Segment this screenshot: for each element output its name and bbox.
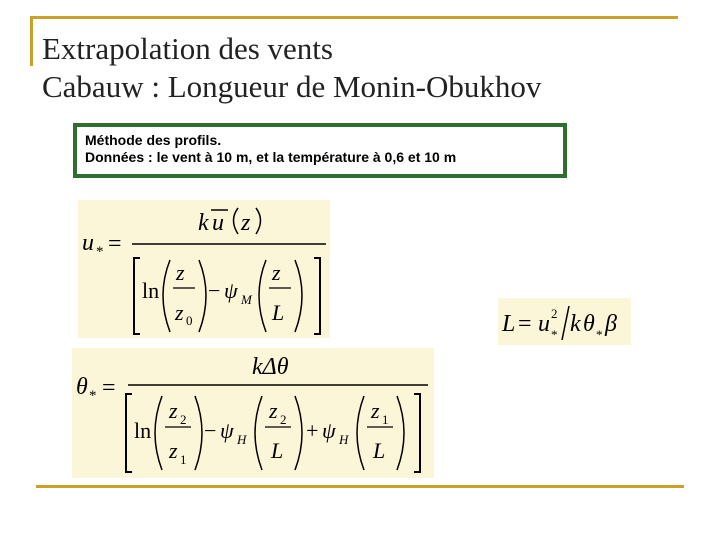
slide-title bbox=[42, 30, 541, 106]
open-paren-b bbox=[255, 396, 262, 470]
psi-h-1-sub: H bbox=[237, 432, 247, 447]
psi-m: ψ bbox=[224, 278, 238, 303]
u-sup: 2 bbox=[551, 306, 558, 321]
z1-over-L-num: z bbox=[371, 398, 380, 423]
minus-sign-2: − bbox=[204, 418, 217, 443]
psi-h-2-sub: H bbox=[339, 432, 349, 447]
open-paren-2 bbox=[259, 260, 266, 332]
minus-sign: − bbox=[208, 278, 221, 303]
z0-sub: 0 bbox=[186, 313, 193, 328]
close-paren-c bbox=[397, 396, 404, 470]
theta-star-numerator: kΔθ bbox=[252, 354, 289, 380]
u-sub: * bbox=[551, 327, 558, 342]
num-close-paren bbox=[256, 208, 261, 234]
psi-h-1: ψ bbox=[220, 418, 234, 443]
L-den-c: L bbox=[373, 438, 386, 463]
u-star-num-k: k bbox=[198, 210, 209, 236]
right-bracket bbox=[314, 258, 320, 334]
k-symbol: k bbox=[570, 311, 581, 337]
z-over: z bbox=[176, 260, 185, 285]
close-paren-a bbox=[195, 396, 202, 470]
u-star-num-u: u bbox=[212, 210, 224, 236]
theta-star-lhs: θ bbox=[76, 374, 88, 400]
frame-bottom-line bbox=[36, 485, 684, 488]
note-line-1: Méthode des profils. bbox=[85, 132, 222, 148]
theta-star-equals: = bbox=[102, 375, 116, 401]
z1-den-sub: 1 bbox=[180, 452, 187, 467]
z0: z bbox=[175, 300, 184, 325]
z2-num-sub: 2 bbox=[180, 412, 187, 427]
title-line-1: Extrapolation des vents bbox=[42, 31, 333, 66]
u-star-lhs-sub: * bbox=[96, 244, 104, 260]
beta-symbol: β bbox=[605, 311, 617, 337]
theta-sub: * bbox=[596, 327, 603, 342]
open-paren-1 bbox=[163, 260, 170, 332]
frame-top-line bbox=[30, 16, 678, 19]
open-paren-a bbox=[155, 396, 162, 470]
L-equals: = bbox=[518, 311, 532, 337]
right-bracket-2 bbox=[414, 394, 420, 472]
z1-den: z bbox=[169, 438, 178, 463]
title-line-2: Cabauw : Longueur de Monin-Obukhov bbox=[42, 69, 542, 104]
z2-over-L-num: z bbox=[269, 398, 278, 423]
ln-label: ln bbox=[142, 278, 160, 303]
z-over-L-num: z bbox=[272, 260, 281, 285]
psi-h-2: ψ bbox=[322, 418, 336, 443]
psi-m-sub: M bbox=[241, 292, 252, 307]
u-star-num-z: z bbox=[241, 210, 251, 236]
L-den-b: L bbox=[271, 438, 284, 463]
u-symbol: u bbox=[538, 311, 550, 337]
left-bracket bbox=[134, 258, 140, 334]
plus-sign: + bbox=[306, 418, 319, 443]
theta-symbol: θ bbox=[583, 311, 595, 337]
close-paren-2 bbox=[295, 260, 302, 332]
slash bbox=[562, 306, 569, 340]
equation-monin-length bbox=[498, 298, 631, 345]
equation-u-star bbox=[78, 200, 330, 338]
ln-label-2: ln bbox=[134, 418, 152, 443]
note-line-2: Données : le vent à 10 m, et la température à 0,6 et 10 m bbox=[85, 149, 457, 165]
z2-over-L-sub: 2 bbox=[280, 412, 287, 427]
L-denom: L bbox=[272, 300, 285, 325]
left-bracket-2 bbox=[126, 394, 132, 472]
close-paren-b bbox=[295, 396, 302, 470]
open-paren-c bbox=[357, 396, 364, 470]
close-paren-1 bbox=[199, 260, 206, 332]
num-open-paren bbox=[234, 208, 239, 234]
u-star-lhs: u bbox=[82, 230, 94, 256]
u-star-equals: = bbox=[108, 231, 122, 257]
z1-over-L-sub: 1 bbox=[382, 412, 389, 427]
method-note-box bbox=[73, 123, 567, 178]
L-symbol: L bbox=[502, 311, 516, 337]
frame-left-line bbox=[30, 16, 33, 66]
equation-theta-star bbox=[72, 348, 434, 478]
z2-num: z bbox=[169, 398, 178, 423]
theta-star-lhs-sub: * bbox=[89, 388, 97, 404]
